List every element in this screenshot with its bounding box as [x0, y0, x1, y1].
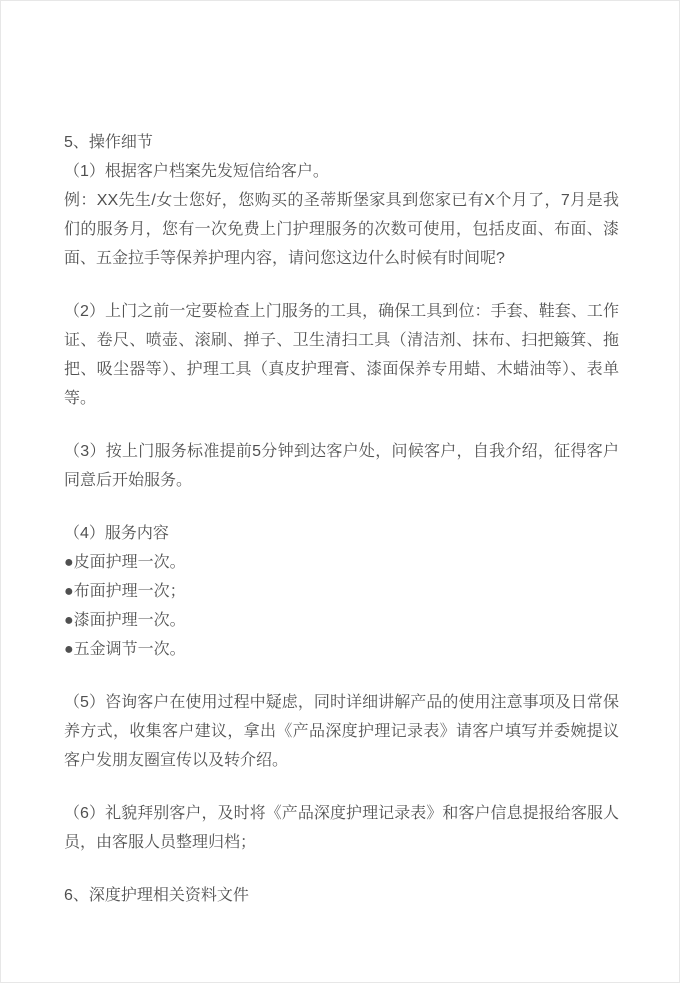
step-1-paragraph: （1）根据客户档案先发短信给客户。 — [64, 163, 329, 180]
service-content-list — [64, 548, 619, 664]
service-item-hardware: ●五金调节一次。 — [64, 641, 186, 658]
step-4-heading: （4）服务内容 — [64, 525, 169, 542]
section-5-heading: 5、操作细节 — [64, 134, 153, 151]
section-6-heading: 6、深度护理相关资料文件 — [64, 887, 249, 904]
step-2-paragraph: （2）上门之前一定要检查上门服务的工具，确保工具到位：手套、鞋套、工作证、卷尺、喷壶、滚刷、掸子、卫生清扫工具（清洁剂、抹布、扫把簸箕、拖把、吸尘器等）、护理工具（真皮护理膏、漆面保养专用蜡、木蜡油等）、表单等。 — [64, 303, 619, 407]
service-item-lacquer: ●漆面护理一次。 — [64, 612, 186, 629]
service-item-leather: ●皮面护理一次。 — [64, 554, 186, 571]
step-3-paragraph: （3）按上门服务标准提前5分钟到达客户处，问候客户，自我介绍，征得客户同意后开始服务。 — [64, 443, 619, 489]
document-content — [1, 1, 680, 910]
service-item-fabric: ●布面护理一次； — [64, 583, 186, 600]
sms-example-paragraph: 例：XX先生/女士您好，您购买的圣蒂斯堡家具到您家已有X个月了，7月是我们的服务月，您有一次免费上门护理服务的次数可使用，包括皮面、布面、漆面、五金拉手等保养护理内容，请问您这边什么时候有时间呢? — [64, 192, 619, 267]
step-5-paragraph: （5）咨询客户在使用过程中疑虑，同时详细讲解产品的使用注意事项及日常保养方式，收集客户建议，拿出《产品深度护理记录表》请客户填写并委婉提议客户发朋友圈宣传以及转介绍。 — [64, 694, 619, 769]
step-6-paragraph: （6）礼貌拜别客户，及时将《产品深度护理记录表》和客户信息提报给客服人员，由客服人员整理归档； — [64, 805, 619, 851]
